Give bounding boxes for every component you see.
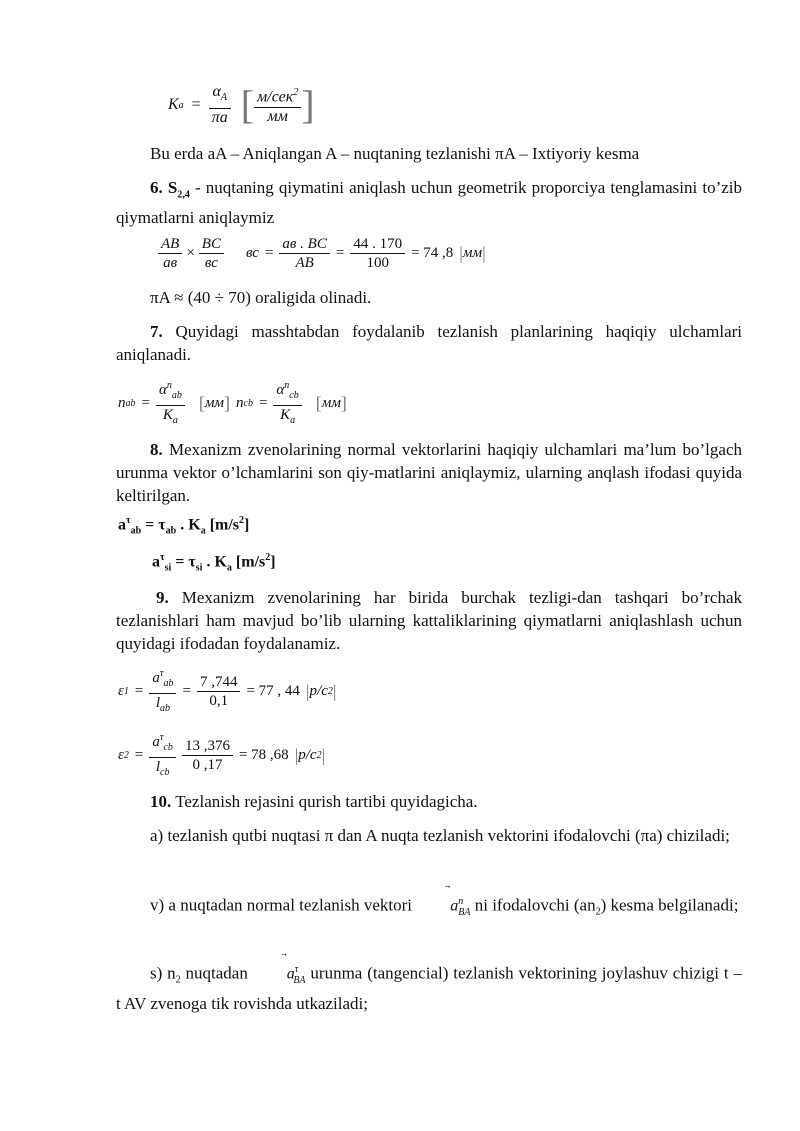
paragraph-step6 [116, 176, 742, 229]
n2-unit: мм [321, 394, 341, 411]
paragraph-pi-range: πA ≈ (40 ÷ 70) oraligida olinadi. [150, 288, 372, 307]
ka-fraction [209, 83, 231, 126]
formula-proportion: $\frac{AB}{ав}$ × $\frac{BC}{вс}$ вс = $\frac{ав . BC}{AB}$ = $\frac{44 . 170}{100}$ = 74 ,8 | мм | [158, 230, 486, 276]
n2-num-sub: cb [289, 389, 299, 401]
prop-f1-num: AB [158, 235, 182, 254]
e2-result: = 78 ,68 [238, 746, 289, 763]
a1-tsub: ab [165, 525, 177, 537]
ka-lhs: K [168, 96, 179, 113]
step10-number: 10. [150, 792, 172, 811]
a2-k: . K [202, 553, 227, 571]
a1-uclose: ] [244, 516, 250, 534]
e2-vnum: 13 ,376 [182, 737, 233, 756]
item-s-before-sub: 2 [175, 974, 181, 986]
paragraph-item-v [116, 884, 742, 924]
item-s-before: s) n [150, 963, 176, 983]
a2-unit: [m/s [231, 553, 266, 571]
a2-tsub: si [195, 562, 203, 574]
n1-num-sub: ab [171, 389, 182, 401]
step8-text: Mexanizm zvenolarining normal vektorlarini haqiqiy ulchamlari ma’lum bo’lgach urunma vektor o’lchamlarini son qiy-matlarini aniqlaymiz, ularning anqlash ifodasi quyida keltirilgan. [116, 440, 742, 505]
step8-number: 8. [150, 440, 163, 459]
e1-lhs: ε [118, 682, 124, 699]
step10-text: Tezlanish rejasini qurish tartibi quyidagicha. [171, 792, 478, 811]
e2-unit-sup: 2 [316, 749, 322, 761]
prop-f2-num: BC [199, 235, 224, 254]
e1-vnum: 7 ,744 [197, 673, 241, 692]
step7-text: Quyidagi masshtabdan foydalanib tezlanish planlarining haqiqiy ulchamlari aniqlanadi. [116, 322, 742, 364]
n2-den: K [280, 406, 291, 423]
a2-usup: 2 [265, 552, 271, 563]
n1-unit: мм [204, 394, 224, 411]
n2-num-sup: n [284, 379, 290, 391]
a1-sup: τ [126, 515, 131, 526]
n2-num: α [276, 381, 285, 398]
prop-eq: = [264, 244, 274, 261]
ka-unit [254, 84, 301, 125]
formula-epsilon-1: ε 1 = $\frac{a^\tau_{ab}}{l_{ab}}$ = $\frac{7 ,744}{0,1}$ = 77 , 44 | p/c 2 | [118, 666, 336, 716]
a2-ksub: a [226, 562, 232, 574]
e1-vden: 0,1 [209, 692, 229, 709]
n2-lhs-sub: cb [243, 397, 253, 409]
a1-sub: ab [130, 525, 142, 537]
formula-epsilon-2: ε 2 = $\frac{a^\tau_{cb}}{l_{cb}}$ $\frac{13 ,376}{0 ,17}$ = 78 ,68 | p/c 2 | [118, 730, 325, 780]
prop-f2-den: вс [204, 254, 218, 271]
prop-lhs: вс [245, 244, 259, 261]
a2-eq: = τ [171, 553, 196, 571]
item-v-before: v) a nuqtadan normal tezlanish vektori [150, 895, 417, 915]
e1-num-sub: ab [163, 677, 174, 689]
n2-lhs: n [236, 394, 244, 411]
e1-num-sup: τ [159, 667, 164, 679]
item-v-after2: ) kesma belgilanadi; [600, 895, 739, 915]
e2-num-sub: cb [163, 741, 173, 753]
prop-f4-num: 44 . 170 [350, 235, 405, 254]
a1-a: a [118, 516, 126, 534]
n1-num: α [158, 381, 167, 398]
prop-f3-den: AB [295, 254, 314, 271]
e1-unit-sup: 2 [327, 685, 333, 697]
e1-den-sub: ab [160, 702, 171, 714]
e1-result: = 77 , 44 [246, 682, 300, 699]
vec-a-n-sub: BA [458, 906, 471, 918]
a2-a: a [152, 553, 160, 571]
paragraph-bu-erda: Bu erda aA – Aniqlangan A – nuqtaning tezlanishi πA – Ixtiyoriy kesma [150, 144, 640, 163]
e2-num-sup: τ [159, 731, 164, 743]
vec-a-tau-sup: τ [294, 964, 299, 975]
n1-num-sup: n [166, 379, 172, 391]
e2-lhs: ε [118, 746, 124, 763]
item-v-after-sub: 2 [595, 906, 601, 918]
vec-a-tau: a [286, 965, 295, 983]
paragraph-item-a: a) tezlanish qutbi nuqtasi π dan A nuqta tezlanish vektorini ifodalovchi (πa) chiziladi; [150, 826, 730, 845]
a2-sup: τ [160, 552, 165, 563]
vec-a-n-sup: n [458, 896, 464, 907]
ka-unit-num: м/сек [257, 88, 294, 106]
a1-usup: 2 [239, 515, 245, 526]
e2-vden: 0 ,17 [192, 756, 223, 773]
prop-unit: мм [462, 244, 483, 261]
paragraph-item-s [116, 952, 742, 1015]
e1-num: a [152, 669, 160, 686]
formula-a-tau-ab [118, 515, 249, 537]
vector-a-n-ba [416, 884, 470, 924]
a2-sub: si [164, 562, 172, 574]
e1-unit: p/c [309, 682, 328, 699]
step9-text: Mexanizm zvenolarining har birida burchak tezligi-dan tashqari bo’rchak tezlanishlari ham mavjud bo’lib ularning kattaliklarining qiymatlarni aniqlashlash uchun quyidagi ifodadan foydalanamiz. [116, 588, 742, 653]
paragraph-step9 [116, 586, 742, 655]
item-s-before2: nuqtadan [180, 963, 253, 983]
step6-s-sub: 2,4 [177, 189, 190, 201]
a1-ksub: a [200, 525, 206, 537]
vec-a-n: a [450, 897, 459, 915]
prop-f4-den: 100 [366, 254, 389, 271]
e2-den-sub: cb [160, 766, 170, 778]
n1-den: K [162, 406, 173, 423]
step7-number: 7. [150, 322, 163, 341]
n1-lhs-sub: ab [125, 397, 136, 409]
ka-unit-den: мм [267, 107, 288, 125]
a1-unit: [m/s [205, 516, 240, 534]
ka-lhs-sub: a [178, 99, 184, 111]
prop-f3-num: ав . BC [279, 235, 329, 254]
step6-s: S [167, 178, 178, 197]
vec-a-tau-sub: BA [293, 974, 306, 986]
prop-times: × [186, 244, 195, 261]
n1-lhs: n [118, 394, 126, 411]
ka-unit-sup: 2 [293, 87, 299, 99]
e1-lhs-sub: 1 [123, 685, 129, 697]
prop-f1-den: ав [163, 254, 178, 271]
item-s-after: urunma (tangencial) tezlanish vektorining joylashuv chizigi t – t AV zvenoga tik rovishda utkaziladi; [116, 963, 742, 1013]
step9-number: 9. [156, 588, 169, 607]
ka-num: α [212, 83, 221, 101]
paragraph-step8 [116, 438, 742, 507]
ka-den: πa [211, 108, 228, 126]
prop-result: = 74 ,8 [411, 244, 454, 261]
e2-den: l [155, 758, 161, 775]
formula-ka: K a = $\frac{\alpha_A}{\pi a}$ [ $\frac{м/сек^2}{мм}$ ] [168, 82, 315, 127]
a2-uclose: ] [270, 553, 276, 571]
paragraph-step10 [116, 790, 742, 813]
formula-a-tau-si [152, 552, 276, 574]
vector-a-tau-ba [253, 952, 306, 992]
a1-eq: = τ [141, 516, 166, 534]
n1-den-sub: a [172, 414, 178, 426]
e2-unit: p/c [298, 746, 317, 763]
e2-lhs-sub: 2 [123, 749, 129, 761]
step6-number: 6. [150, 178, 163, 197]
n2-den-sub: a [290, 414, 296, 426]
step6-text: - nuqtaning qiymatini aniqlash uchun geometrik proporciya tenglamasini to’zib qiymatlarni aniqlaymiz [116, 178, 743, 228]
formula-n: n ab = $\frac{\alpha^n_{ab}}{K_a}$ [ мм ] n cb = $\frac{\alpha^n_{cb}}{K_a}$ [ мм ] [118, 378, 347, 428]
a1-k: . K [176, 516, 201, 534]
e2-num: a [152, 733, 160, 750]
item-v-after: ni ifodalovchi (an [470, 895, 596, 915]
ka-num-sub: A [220, 92, 227, 104]
e1-den: l [155, 694, 161, 711]
paragraph-step7 [116, 320, 742, 366]
